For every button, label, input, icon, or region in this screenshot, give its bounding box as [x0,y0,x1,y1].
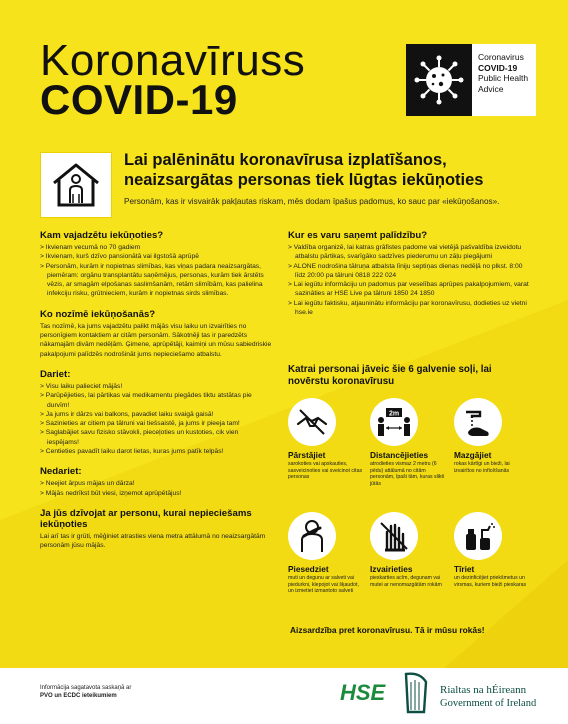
section-do [40,369,272,456]
list-item: > Centieties pavadīt laiku darot lietas, kuras jums patīk telpās! [40,448,224,456]
cough-elbow-icon [288,512,336,560]
section-dont-title: Nedariet: [40,466,82,478]
government-of-ireland-logo: Rialtas na hÉireann Government of Ireland [440,684,537,709]
step-name: Mazgājiet [454,450,492,460]
distancing-2m-icon [370,398,418,446]
list-item: > Valdība organizē, lai katras grāfistes padome vai vietējā pašvaldība izveidotu atbalstu pārtikas, svarīgāko sadzīves piederumu un zāļu piegājumi [288,244,522,261]
hand-washing-icon [454,398,502,446]
step-clean [454,512,530,588]
step-name: Distancējieties [370,450,429,460]
step-name: Pārstājiet [288,450,326,460]
section-livewith-text: Lai arī tas ir grūti, mēģiniet atrasties viena metra attālumā no neaizsargātām personām jūsu mājās. [40,532,266,550]
list-item: > Visu laiku palieciet mājās! [40,382,123,390]
covid-brand-box [406,44,536,116]
section-dont [40,466,272,498]
distance-badge: 2m [388,410,400,418]
section-meaning [40,309,272,359]
step-name: Tīriet [454,564,475,574]
headline: Lai palēninātu koronavīrusa izplatīšanos, neaizsargātas personas tiek lūgtas iekūņoties [124,151,484,189]
section-help-title: Kur es varu saņemt palīdzību? [288,230,428,241]
section-help [288,230,532,317]
no-handshake-icon [288,398,336,446]
left-column [40,230,272,561]
page-subtitle: COVID-19 [40,76,238,123]
step-name: Piesedziet [288,564,329,574]
svg-text:HSE: HSE [340,680,386,705]
section-who [40,230,272,299]
list-item: > Saglabājiet savu fizisko stāvokli, pieceļoties un kustoties, cik vien iespējams! [40,429,239,446]
step-name: Izvairieties [370,564,413,574]
virus-icon [406,44,472,116]
list-item: > ALONE nodrošina tālruņa atbalsta līniju septiņas dienas nedēļā no plkst. 8:00 līdz 20:00 pa tālruni 0818 222 024 [288,262,523,279]
person-in-house-icon [40,152,112,218]
brand-text: Coronavirus COVID-19 Public Health Advice [478,52,529,94]
step-desc: un dezinficējiet priekšmetus un virsmas, kuriem bieži pieskaras [454,575,527,588]
section-meaning-title: Ko nozīmē iekūņošanās? [40,308,156,320]
step-desc: rokas kārtīgi un bieži, lai izvairītos no inficēšanās [454,461,510,474]
step-stop [288,398,364,481]
right-column [288,230,532,327]
footer-note: Informācija sagatavota saskaņā ar PVO un ECDC ieteikumiem [40,685,132,699]
list-item: > Lai iegūtu faktisku, atjauninātu informāciju par koronavīrusu, dodieties uz vietni hse.ie [288,299,527,317]
step-desc: muti un degunu ar salveti vai piedurkni, klepojot vai šķaudot, un izmetiet izmantoto salveti [288,575,359,595]
no-face-touch-icon [370,512,418,560]
section-livewith-title: Ja jūs dzīvojat ar personu, kurai nepieciešams iekūņoties [40,507,252,530]
list-item: > Sazinieties ar citiem pa tālruni vai tiešsaistē, ja jums ir pieeja tam! [40,420,240,428]
step-desc: sarokoties vai apskauties, sasveicinoties vai sveicinot citas personas [288,461,363,481]
step-avoid [370,512,446,588]
step-wash [454,398,530,474]
section-do-title: Dariet: [40,368,71,380]
headline-subtext: Personām, kas ir visvairāk pakļautas riskam, mēs dodam īpašus padomus, ko sauc par «iekūņošanos». [124,197,500,206]
step-desc: pieskarties acīm, degunam vai mutei ar nenomazgātām rokām [370,575,442,588]
list-item: > Ja jums ir dārzs vai balkons, pavadiet laiku svaigā gaisā! [40,410,214,418]
list-item: > Ikvienam vecumā no 70 gadiem [40,244,141,251]
section-who-title: Kam vajadzētu iekūņoties? [40,230,164,241]
hse-logo [338,674,386,713]
list-item: > Personām, kurām ir nopietnas slimības, kas viņas padara neaizsargātas, piemēram: orgānu transplantātu saņēmējus, personas, kurām tiek ārstēts vēzis, ar smagām elpošanas saslimšanām, retām slimībām, kas palielina infekciju risku, grūtnieciem, kurām ir nopietnas sirds slimības. [40,262,264,298]
page-title: Koronavīruss [40,36,306,85]
step-cover [288,512,364,595]
harp-icon [400,670,432,721]
step-desc: atrodieties vismaz 2 metru (6 pēdu) attālumā no citām personām, īpaši tām, kuras slikti jūtās [370,461,445,487]
section-meaning-text: Tas nozīmē, ka jums vajadzētu palikt mājās visu laiku un izvairīties no personīgiem kontaktiem ar citām personām. Sākotnēji tas ir paredzēts nākamajām divām nedēļām. Ģimene, aprūpētāji, kaimiņi un mūsu sabiedriskie pakalpojumi palīdzēs nodrošināt jums nepieciešamo atbalstu. [40,322,272,358]
list-item: > Ikvienam, kurš dzīvo pansionātā vai ilgstošā aprūpē [40,253,199,261]
step-distance [370,398,446,487]
list-item: > Parūpējieties, lai pārtikas vai medikamentu piegādes tiktu atstātas pie durvīm! [40,392,252,409]
list-item: > Lai iegūtu informāciju un padomus par veselības aprūpes pakalpojumiem, varat sazināties ar HSE Live pa tālruni 1850 24 1850 [288,281,529,298]
slogan: Aizsardzība pret koronavīrusu. Tā ir mūsu rokās! [290,625,485,635]
section-livewith [40,508,272,551]
list-item: > Mājās nedrīkst būt viesi, izņemot aprūpētājus! [40,489,182,497]
steps-title: Katrai personai jāveic šie 6 galvenie soļi, lai novērstu koronavīrusu [288,364,492,387]
list-item: > Neejiet ārpus mājas un dārza! [40,480,135,488]
cleaning-spray-icon [454,512,502,560]
